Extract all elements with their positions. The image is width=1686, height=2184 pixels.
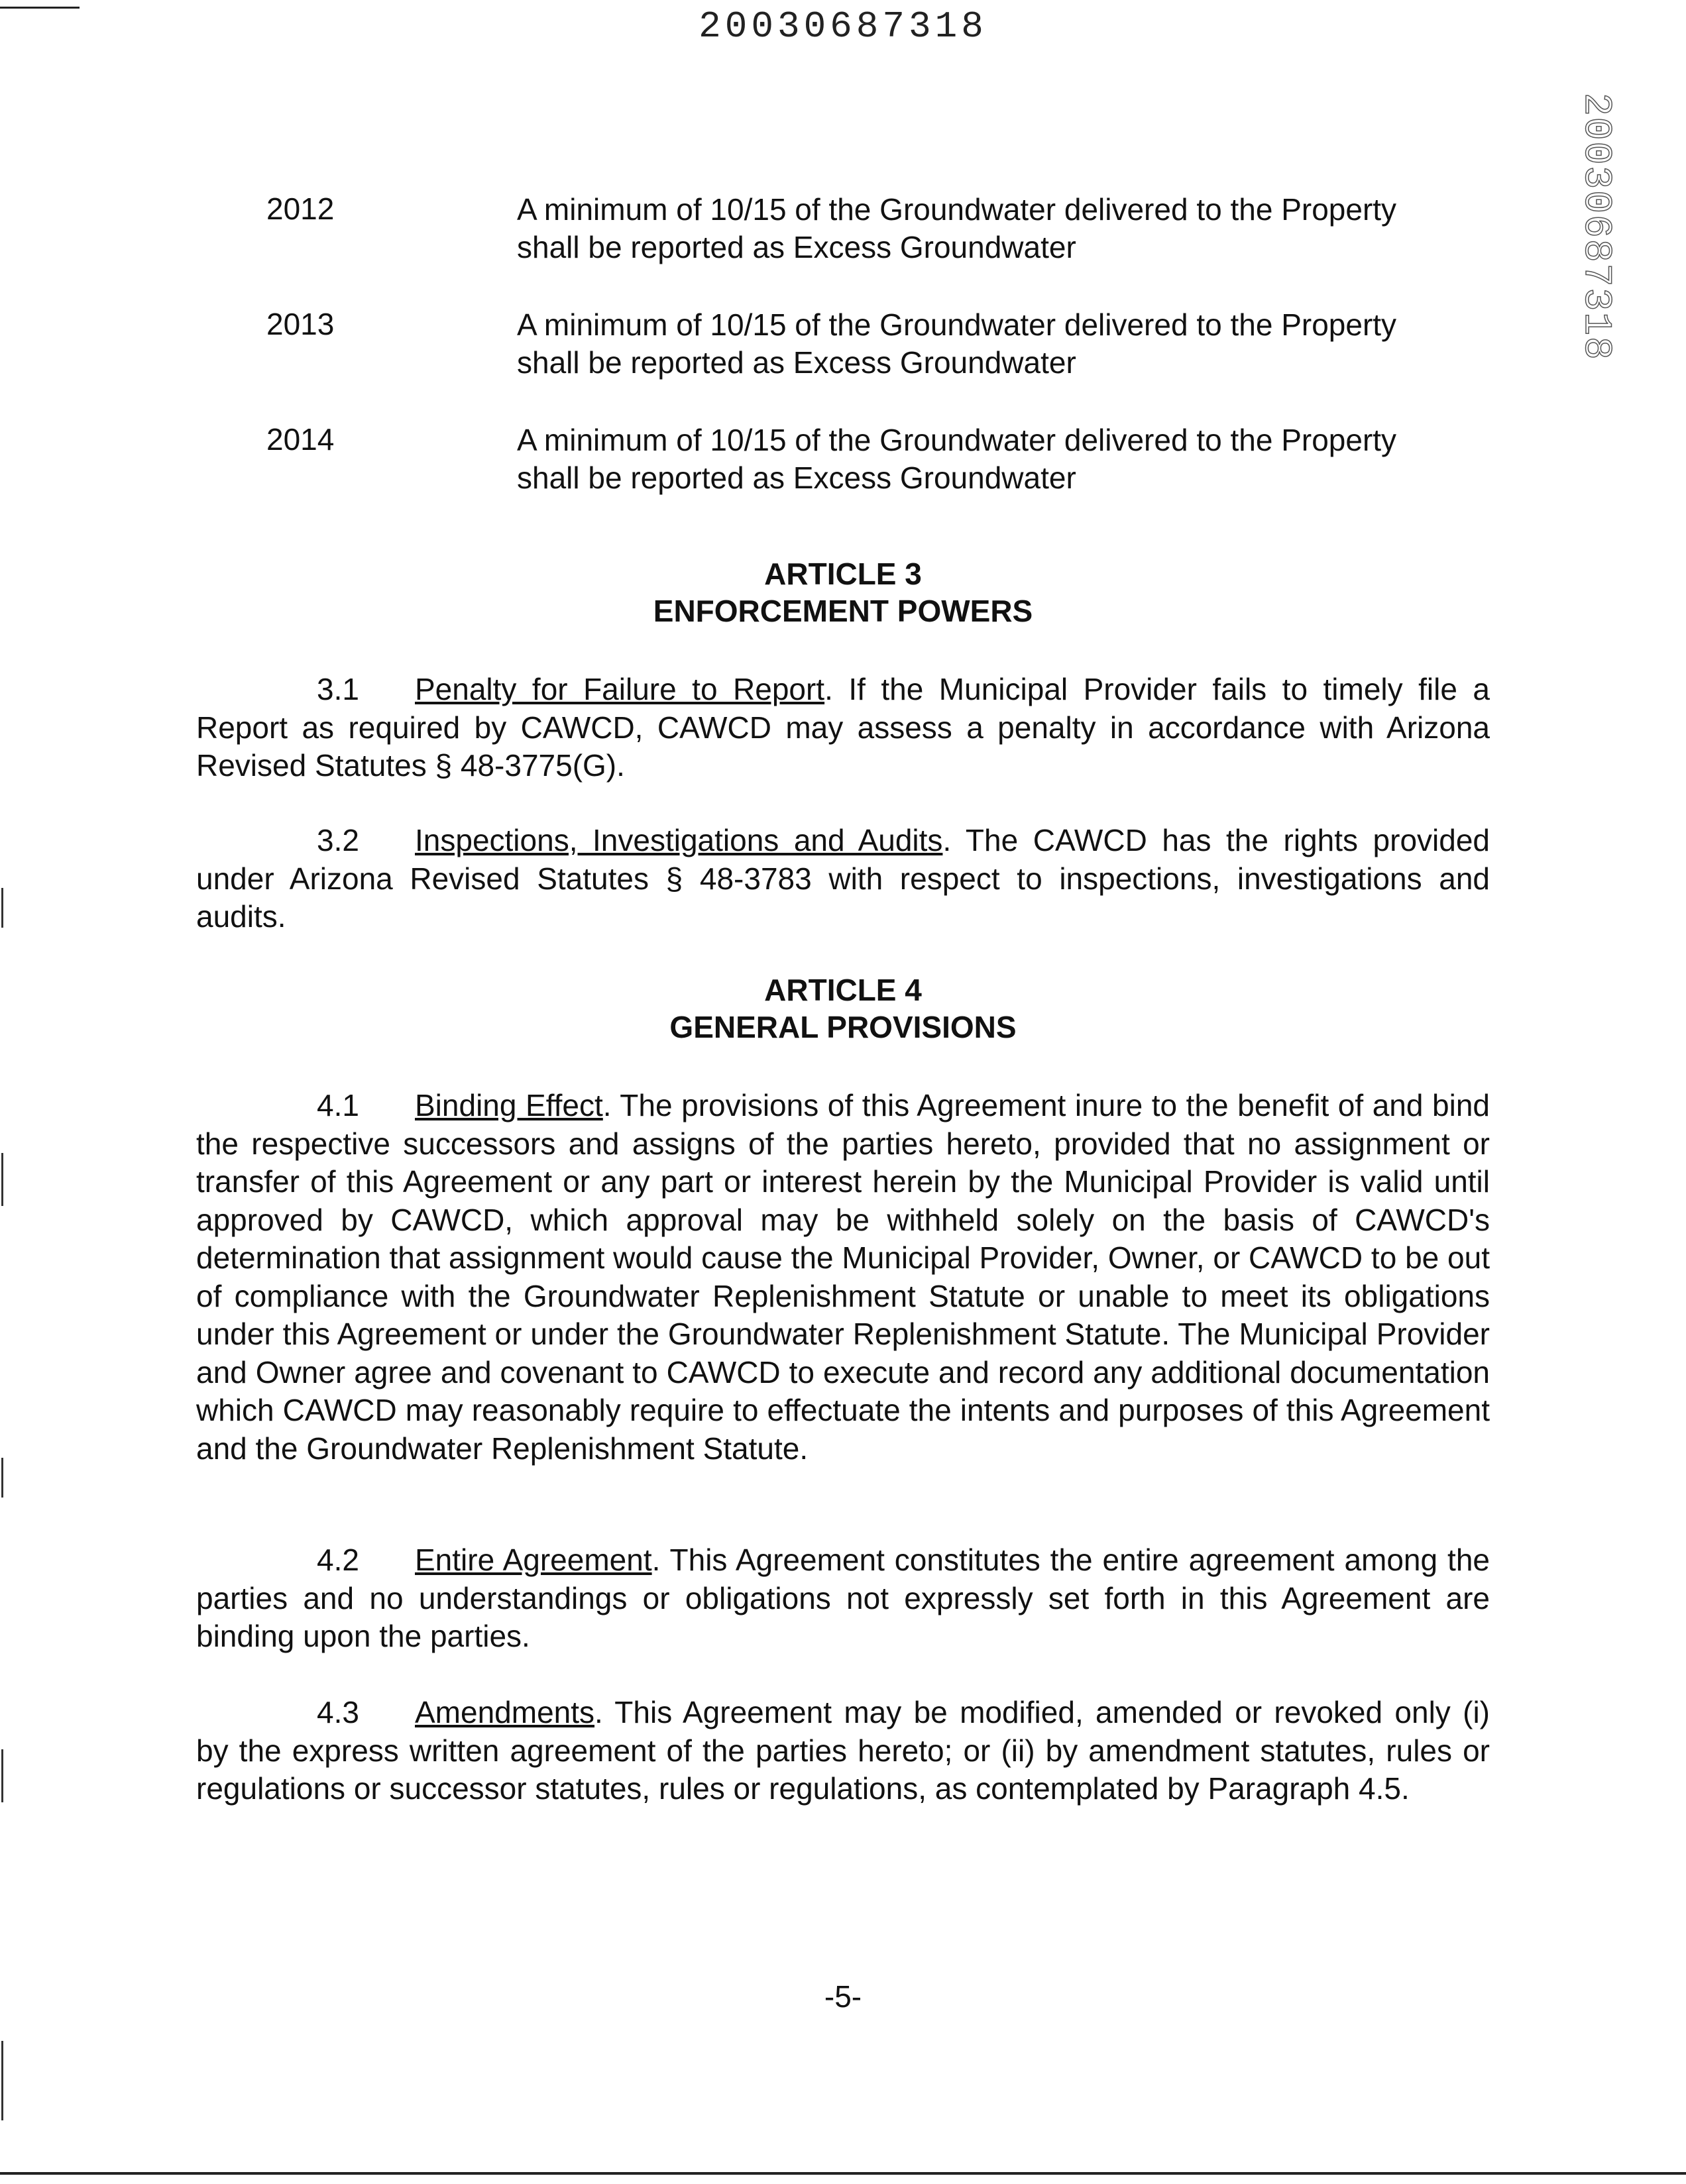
section-number: 4.2 — [317, 1543, 359, 1577]
section-text: . The CAWCD has the rights provided under Arizona Revised Statutes § 48-3783 with respect to inspections, investigations and audits. — [196, 823, 1490, 934]
section-number: 3.2 — [317, 823, 359, 857]
article-number: ARTICLE 3 — [764, 557, 922, 591]
article-3-heading — [0, 555, 1686, 629]
section-number: 3.1 — [317, 672, 359, 706]
section-text: . If the Municipal Provider fails to timely file a Report as required by CAWCD, CAWCD may assess a penalty in accordance with Arizona Revised Statutes § 48-3775(G). — [196, 672, 1490, 783]
section-number: 4.1 — [317, 1088, 359, 1122]
section-heading: Entire Agreement — [415, 1543, 652, 1577]
side-document-stamp: 20030687318 — [1574, 93, 1617, 361]
document-number: 20030687318 — [699, 5, 987, 48]
section-heading: Binding Effect — [415, 1088, 603, 1122]
section-3-1 — [196, 671, 1490, 785]
section-heading: Amendments — [415, 1695, 595, 1729]
scan-edge-mark — [1, 1458, 3, 1498]
section-4-1 — [196, 1087, 1490, 1468]
article-title: ENFORCEMENT POWERS — [653, 594, 1033, 628]
section-heading: Penalty for Failure to Report — [415, 672, 825, 706]
scan-edge-mark — [1, 1749, 3, 1802]
scan-edge-mark — [1, 888, 3, 928]
schedule-text: A minimum of 10/15 of the Groundwater delivered to the Property shall be reported as Excess Groundwater — [517, 307, 1397, 380]
schedule-year: 2014 — [266, 422, 335, 457]
scan-edge-mark — [1, 1153, 3, 1206]
schedule-year: 2012 — [266, 191, 335, 226]
article-number: ARTICLE 4 — [764, 973, 922, 1007]
bottom-scan-line — [0, 2172, 1686, 2175]
schedule-year: 2013 — [266, 307, 335, 341]
article-title: GENERAL PROVISIONS — [669, 1010, 1017, 1044]
section-text: . This Agreement may be modified, amended or revoked only (i) by the express written agreement of the parties hereto; or (ii) by amendment statutes, rules or regulations or successor statutes, rules or regulations, as contemplated by Paragraph 4.5. — [196, 1695, 1490, 1806]
section-text: . The provisions of this Agreement inure to the benefit of and bind the respective successors and assigns of the parties hereto, provided that no assignment or transfer of this Agreement or any part or interest herein by the Municipal Provider is valid until approved by CAWCD, which approval may be withheld solely on the basis of CAWCD's determination that assignment would cause the Municipal Provider, Owner, or CAWCD to be out of compliance with the Groundwater Replenishment Statute or unable to meet its obligations under this Agreement or under the Groundwater Replenishment Statute. The Municipal Provider and Owner agree and covenant to CAWCD to execute and record any additional documentation which CAWCD may reasonably require to effectuate the intents and purposes of this Agreement and the Groundwater Replenishment Statute. — [196, 1088, 1490, 1466]
section-number: 4.3 — [317, 1695, 359, 1729]
article-4-heading — [0, 971, 1686, 1046]
section-text: . This Agreement constitutes the entire agreement among the parties and no understandings or obligations not expressly set forth in this Agreement are binding upon the parties. — [196, 1543, 1490, 1653]
page-number: -5- — [824, 1979, 862, 2014]
section-4-3 — [196, 1694, 1490, 1808]
section-heading: Inspections, Investigations and Audits — [415, 823, 943, 857]
schedule-text: A minimum of 10/15 of the Groundwater delivered to the Property shall be reported as Excess Groundwater — [517, 423, 1397, 495]
section-3-2 — [196, 822, 1490, 936]
section-4-2 — [196, 1541, 1490, 1656]
schedule-text: A minimum of 10/15 of the Groundwater delivered to the Property shall be reported as Excess Groundwater — [517, 192, 1397, 264]
scan-edge-mark — [1, 2041, 3, 2120]
